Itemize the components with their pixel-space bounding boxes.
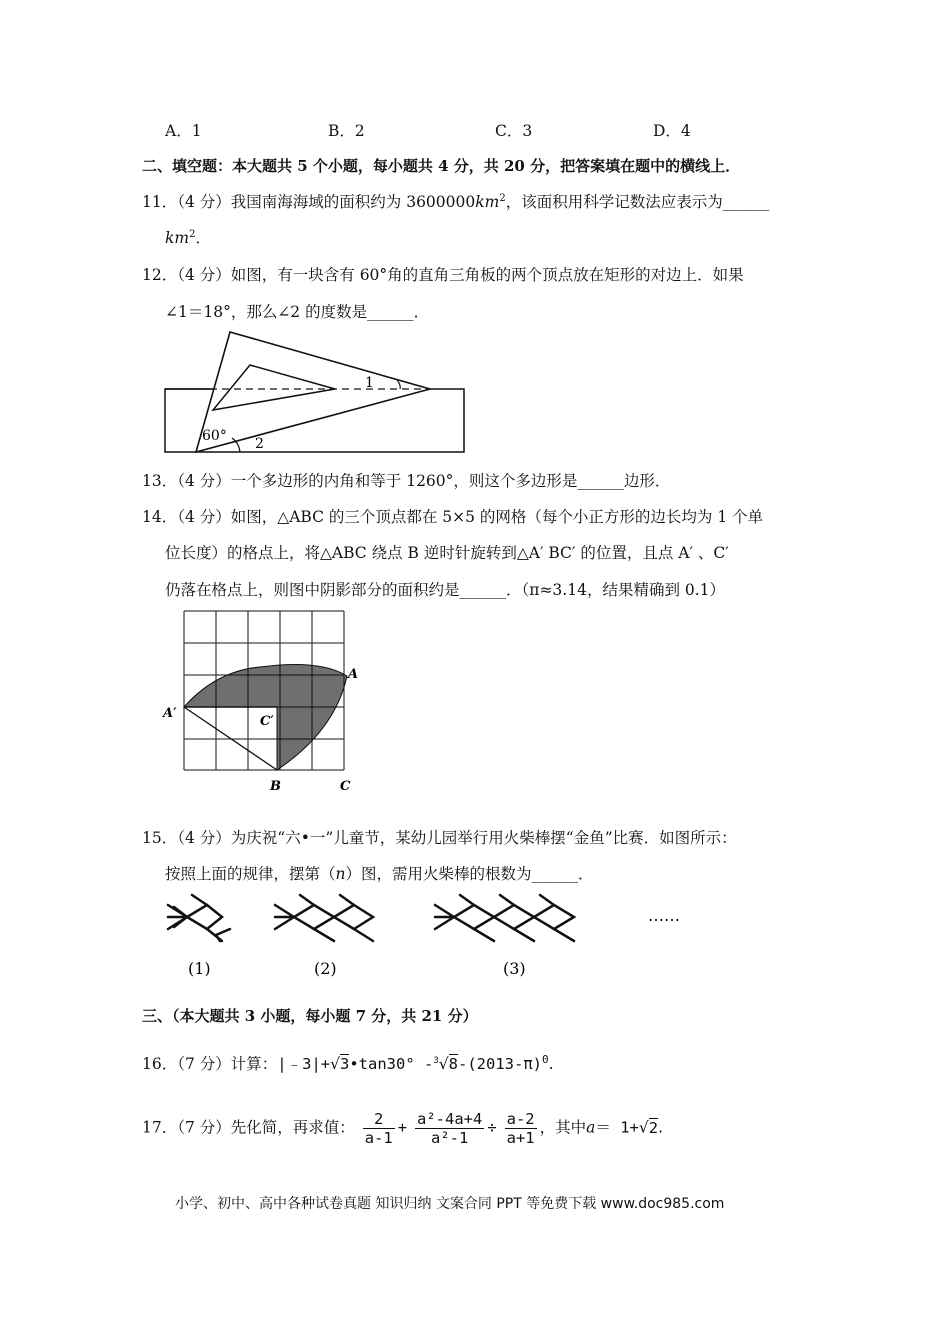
q15-fish-1 [168,895,230,941]
q11-line1 [142,190,769,212]
q17-f1-num: 2 [363,1110,395,1129]
option-d: D．4 [653,122,691,140]
q16-end: . [548,1055,554,1073]
q17-number: 17． [142,1118,178,1137]
q12-text: （4 分）如图，有一块含有 60°角的直角三角板的两个顶点放在矩形的对边上．如果 [177,266,744,284]
q11-text: （4 分）我国南海海域的面积约为 3600000 [177,193,476,211]
q12-figure [160,325,470,460]
q15-caption-3: (3) [503,959,526,978]
q14-text: （4 分）如图，△ABC 的三个顶点都在 5×5 的网格（每个小正方形的边长均为 1 个单 [177,508,764,526]
q14-label-c-prime: C′ [260,714,274,729]
q11-text-rest: ，该面积用科学记数法应表示为______ [505,193,770,211]
q16-power: 0 [542,1052,549,1066]
q15-fish-3 [435,895,574,941]
q16-cbrt-radicand: 8 [448,1055,458,1073]
q13-text: （4 分）一个多边形的内角和等于 1260°，则这个多边形是______边形． [177,472,671,490]
q12-label-60: 60° [202,428,227,444]
q11-number: 11． [142,193,178,211]
q15-fish-2 [275,895,373,941]
option-a: A．1 [165,122,202,140]
section2-header: 二、填空题：本大题共 5 个小题，每小题共 4 分，共 20 分，把答案填在题中的横线上． [142,157,741,175]
q17-end: . [658,1118,664,1137]
q13-line [142,469,670,491]
q12-label-1: 1 [365,375,374,391]
q17-sqrt-sign: √ [638,1118,649,1137]
q15-line2 [165,862,594,884]
q16-number: 16． [142,1055,178,1073]
q12-line1 [142,263,744,285]
q15-line1 [142,826,737,848]
q15-caption-2: (2) [314,959,337,978]
q17-where: ，其中 [539,1118,587,1137]
option-c: C．3 [495,122,533,140]
q14-label-a: A [348,667,359,682]
q13-number: 13． [142,472,178,490]
q17-var: a [586,1118,596,1137]
q11-line2 [165,226,211,248]
q16-expr-a: |﹣3|+ [277,1055,331,1073]
q12-label-2: 2 [255,436,264,452]
section3-header: 三、（本大题共 3 小题，每小题 7 分，共 21 分） [142,1007,478,1025]
q16-cbrt-index: 3 [433,1055,439,1066]
q16-prefix: （7 分）计算： [177,1055,278,1073]
q11-line2-end: ． [195,229,211,247]
q16-line [142,1052,554,1074]
option-b: B．2 [328,122,365,140]
q11-line2-sup: 2 [189,228,196,240]
q15-n: n [335,865,346,883]
q15-caption-1: (1) [188,959,211,978]
q17-f2-den: a²-1 [431,1129,469,1147]
q11-sup: 2 [499,192,506,204]
q16-sqrt-sign: √ [330,1055,340,1073]
q12-line2: ∠1＝18°，那么∠2 的度数是______． [165,303,430,321]
q17-eq: ＝ 1+ [595,1118,639,1137]
q17-f1-den: a-1 [364,1129,393,1147]
q17-op1: + [397,1118,408,1137]
q16-expr-c: -(2013-π) [458,1055,542,1073]
q15-ellipsis: …… [648,906,680,925]
q17-prefix: （7 分）先化简，再求值： [177,1118,355,1137]
q16-cbrt-sign: √ [438,1055,449,1073]
q11-line2-unit: km [165,229,190,247]
q17-fraction-3 [505,1110,537,1147]
q15-number: 15． [142,829,178,847]
q17-fraction-2 [415,1110,484,1147]
q17-f2-num: a²-4a+4 [417,1110,483,1128]
q17-fraction-1 [363,1110,395,1147]
q14-line3: 仍落在格点上，则图中阴影部分的面积约是______．（π≈3.14，结果精确到 0.1） [165,581,726,599]
q12-outer-triangle [196,332,430,452]
q14-figure [160,605,370,800]
q17-line [142,1110,663,1147]
q14-number: 14． [142,508,178,526]
q14-line2: 位长度）的格点上，将△ABC 绕点 B 逆时针旋转到△A′ BC′ 的位置，且点 A′ 、C′ [165,544,729,562]
q15-text-a: 按照上面的规律，摆第（ [165,865,336,883]
q14-label-a-prime: A′ [163,706,177,721]
q16-sqrt-radicand: 3 [340,1055,350,1073]
q17-f3-den: a+1 [506,1129,535,1147]
q16-expr-b: •tan30° - [349,1055,434,1073]
q14-label-c: C [340,779,351,794]
q14-line1 [142,505,763,527]
q17-sqrt-radicand: 2 [648,1118,659,1137]
q15-text-b: ）图，需用火柴棒的根数为______． [345,865,594,883]
q11-unit: km [475,193,500,211]
q12-number: 12． [142,266,178,284]
q15-text: （4 分）为庆祝“六•一”儿童节，某幼儿园举行用火柴棒摆“金鱼”比赛．如图所示： [177,829,737,847]
q17-f3-num: a-2 [506,1110,535,1128]
page-footer: 小学、初中、高中各种试卷真题 知识归纳 文案合同 PPT 等免费下载 www.doc985.com [175,1196,725,1212]
q15-figure [160,893,700,983]
q14-label-b: B [270,779,281,794]
q17-op2: ÷ [487,1118,497,1137]
